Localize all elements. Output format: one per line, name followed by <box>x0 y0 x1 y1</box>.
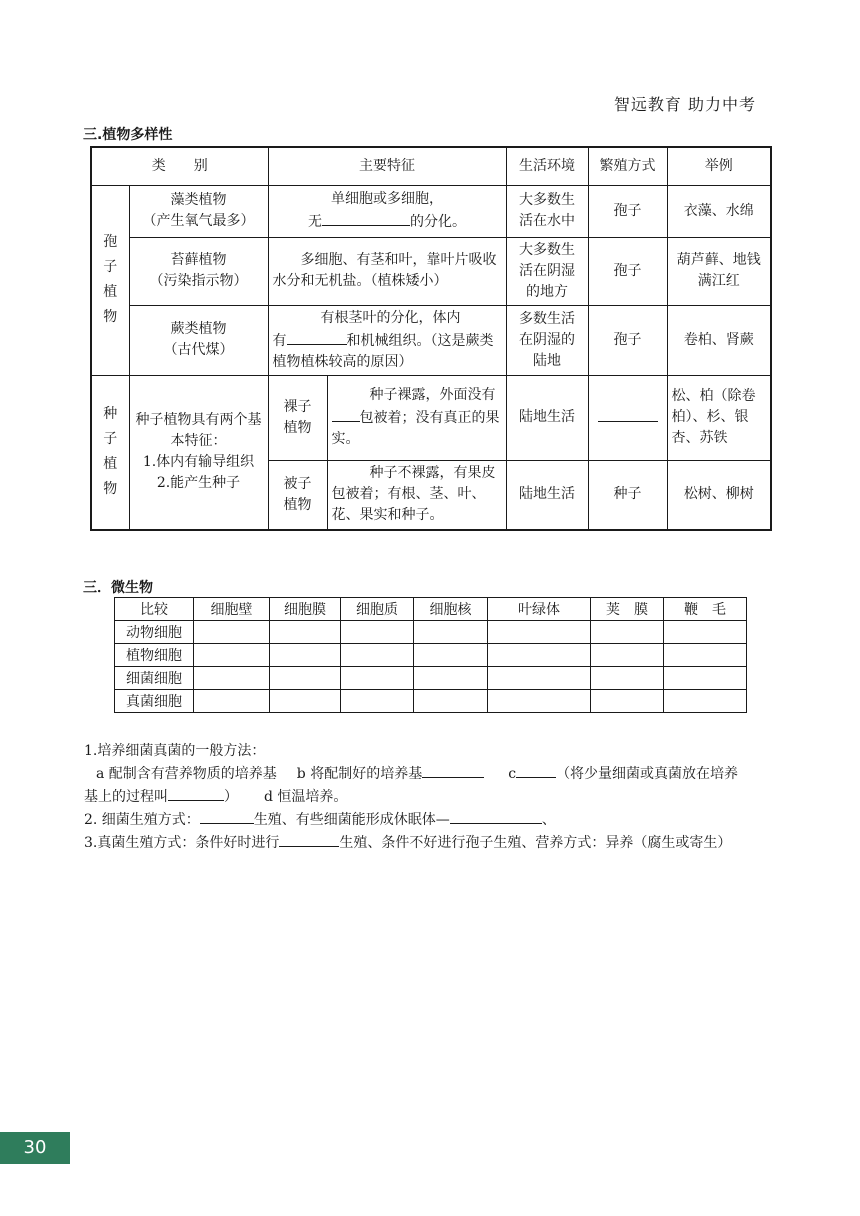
table-cell <box>270 667 341 690</box>
table-cell <box>341 690 414 713</box>
table-header-row <box>115 598 747 621</box>
algae-examples: 衣藻、水绵 <box>667 185 771 237</box>
table-row <box>115 690 747 713</box>
gymnosperm-feature <box>327 375 506 460</box>
note-1-step-d: d 恒温培养。 <box>264 789 348 805</box>
table-cell <box>591 644 664 667</box>
table-cell <box>341 644 414 667</box>
algae-environment: 大多数生 活在水中 <box>506 185 588 237</box>
algae-feature-line1: 单细胞或多细胞， <box>331 191 443 207</box>
moss-reproduction: 孢子 <box>588 237 667 305</box>
angiosperm-feature: 种子不裸露，有果皮包被着；有根、茎、叶、花、果实和种子。 <box>327 460 506 530</box>
table-row <box>115 644 747 667</box>
table-cell <box>488 690 591 713</box>
table-row <box>115 621 747 644</box>
table-cell <box>270 644 341 667</box>
table-cell <box>488 667 591 690</box>
fern-feature <box>268 305 506 375</box>
table-cell <box>414 667 488 690</box>
fill-blank <box>200 808 254 824</box>
note-1-cont-text: 基上的过程叫 <box>84 789 168 805</box>
gymnosperm-environment: 陆地生活 <box>506 375 588 460</box>
note-2 <box>84 808 784 831</box>
page-number: 30 <box>23 1137 47 1158</box>
table-cell <box>664 690 747 713</box>
table-cell <box>270 621 341 644</box>
seed-plant-traits: 种子植物具有两个基本特征： 1.体内有输导组织 2.能产生种子 <box>129 375 268 530</box>
fern-name: 蕨类植物 （古代煤） <box>129 305 268 375</box>
angiosperm-examples: 松树、柳树 <box>667 460 771 530</box>
fern-feature-line1: 有根茎叶的分化，体内 <box>320 309 461 326</box>
header-environment: 生活环境 <box>506 147 588 185</box>
fern-reproduction: 孢子 <box>588 305 667 375</box>
moss-name: 苔藓植物 （污染指示物） <box>129 237 268 305</box>
fern-feature-post: 和机械组织。（这是蕨类植物植株较高的原因） <box>272 332 494 370</box>
table-row <box>115 667 747 690</box>
table-cell <box>414 690 488 713</box>
table-cell <box>414 644 488 667</box>
algae-reproduction: 孢子 <box>588 185 667 237</box>
row-label-plant-cell: 植物细胞 <box>115 644 194 667</box>
table-cell <box>194 690 270 713</box>
header-flagellum: 鞭 毛 <box>664 598 747 621</box>
note-2-text-mid: 生殖、有些细菌能形成休眠体— <box>253 812 450 828</box>
microbe-comparison-table <box>114 597 747 713</box>
moss-feature: 多细胞、有茎和叶，靠叶片吸收水分和无机盐。（植株矮小） <box>268 237 506 305</box>
fill-blank <box>332 406 360 422</box>
page-header: 智远教育 助力中考 <box>613 95 756 114</box>
gymnosperm-feature-line1: 种子裸露，外面没有 <box>369 387 496 403</box>
header-capsule: 荚 膜 <box>591 598 664 621</box>
seed-plants-group: 种 子 植 物 <box>91 375 129 530</box>
fill-blank <box>450 808 542 824</box>
section-title-plant-diversity: 三.植物多样性 <box>83 127 173 143</box>
moss-environment: 大多数生 活在阴湿 的地方 <box>506 237 588 305</box>
table-row-algae <box>91 185 771 237</box>
note-1-step-a: a 配制含有营养物质的培养基 <box>96 766 277 782</box>
fill-blank <box>422 762 484 778</box>
header-chloroplast: 叶绿体 <box>488 598 591 621</box>
angiosperm-environment: 陆地生活 <box>506 460 588 530</box>
note-3-text-pre: 3.真菌生殖方式：条件好时进行 <box>84 835 280 851</box>
moss-examples: 葫芦藓、地钱 满江红 <box>667 237 771 305</box>
header-nucleus: 细胞核 <box>414 598 488 621</box>
table-row-gymnosperm <box>91 375 771 460</box>
table-cell <box>414 621 488 644</box>
header-main-features: 主要特征 <box>268 147 506 185</box>
header-cell-wall: 细胞壁 <box>194 598 270 621</box>
section-title-microorganisms: 三．微生物 <box>83 580 153 596</box>
gymnosperm-reproduction <box>588 375 667 460</box>
angiosperm-reproduction: 种子 <box>588 460 667 530</box>
notes-block <box>84 740 784 854</box>
row-label-bacteria-cell: 细菌细胞 <box>115 667 194 690</box>
fill-blank <box>279 831 339 847</box>
header-category: 类 别 <box>91 147 268 185</box>
algae-feature <box>268 185 506 237</box>
gymnosperm-examples: 松、柏（除卷柏）、杉、银杏、苏铁 <box>667 375 771 460</box>
note-1-title: 1.培养细菌真菌的一般方法： <box>84 743 266 759</box>
table-cell <box>194 621 270 644</box>
table-cell <box>591 690 664 713</box>
note-2-text-pre: 2. 细菌生殖方式： <box>84 812 200 828</box>
fern-feature-pre: 有 <box>272 332 287 349</box>
table-header-row <box>91 147 771 185</box>
header-compare: 比较 <box>115 598 194 621</box>
note-3-text-post: 生殖、条件不好进行孢子生殖、营养方式：异养（腐生或寄生） <box>339 835 732 851</box>
spore-plants-group: 孢 子 植 物 <box>91 185 129 375</box>
table-cell <box>488 621 591 644</box>
row-label-animal-cell: 动物细胞 <box>115 621 194 644</box>
fill-blank <box>287 329 347 345</box>
table-cell <box>341 667 414 690</box>
table-cell <box>488 644 591 667</box>
table-cell <box>591 667 664 690</box>
header-cell-membrane: 细胞膜 <box>270 598 341 621</box>
gymnosperm-feature-post: 包被着；没有真正的果实。 <box>331 410 500 447</box>
note-2-text-post: 、 <box>541 812 556 828</box>
table-cell <box>270 690 341 713</box>
fill-blank <box>168 785 224 801</box>
table-cell <box>194 667 270 690</box>
fern-environment: 多数生活 在阴湿的 陆地 <box>506 305 588 375</box>
fill-blank <box>598 406 658 422</box>
table-cell <box>664 644 747 667</box>
fill-blank <box>322 210 410 226</box>
note-1-step-c-desc: （将少量细菌或真菌放在培养 <box>556 766 739 782</box>
fill-blank <box>516 762 556 778</box>
algae-feature-pre: 无 <box>308 214 322 230</box>
fern-examples: 卷柏、肾蕨 <box>667 305 771 375</box>
table-cell <box>341 621 414 644</box>
note-1-steps <box>84 762 784 785</box>
row-label-fungi-cell: 真菌细胞 <box>115 690 194 713</box>
table-cell <box>664 621 747 644</box>
table-row-fern <box>91 305 771 375</box>
algae-feature-post: 的分化。 <box>410 214 466 230</box>
header-reproduction: 繁殖方式 <box>588 147 667 185</box>
header-examples: 举例 <box>667 147 771 185</box>
table-row-moss <box>91 237 771 305</box>
algae-name: 藻类植物 （产生氧气最多） <box>129 185 268 237</box>
note-1-continued: 基上的过程叫 ） d 恒温培养。 <box>84 785 784 808</box>
note-3 <box>84 831 784 854</box>
table-cell <box>194 644 270 667</box>
table-cell <box>664 667 747 690</box>
note-1-step-c: c <box>508 766 517 782</box>
algae-feature-line2 <box>273 210 502 233</box>
note-1-step-b: b 将配制好的培养基 <box>296 766 423 782</box>
gymnosperm-name: 裸子 植物 <box>268 375 327 460</box>
plant-diversity-table <box>90 146 772 531</box>
header-cytoplasm: 细胞质 <box>341 598 414 621</box>
angiosperm-name: 被子 植物 <box>268 460 327 530</box>
table-cell <box>591 621 664 644</box>
